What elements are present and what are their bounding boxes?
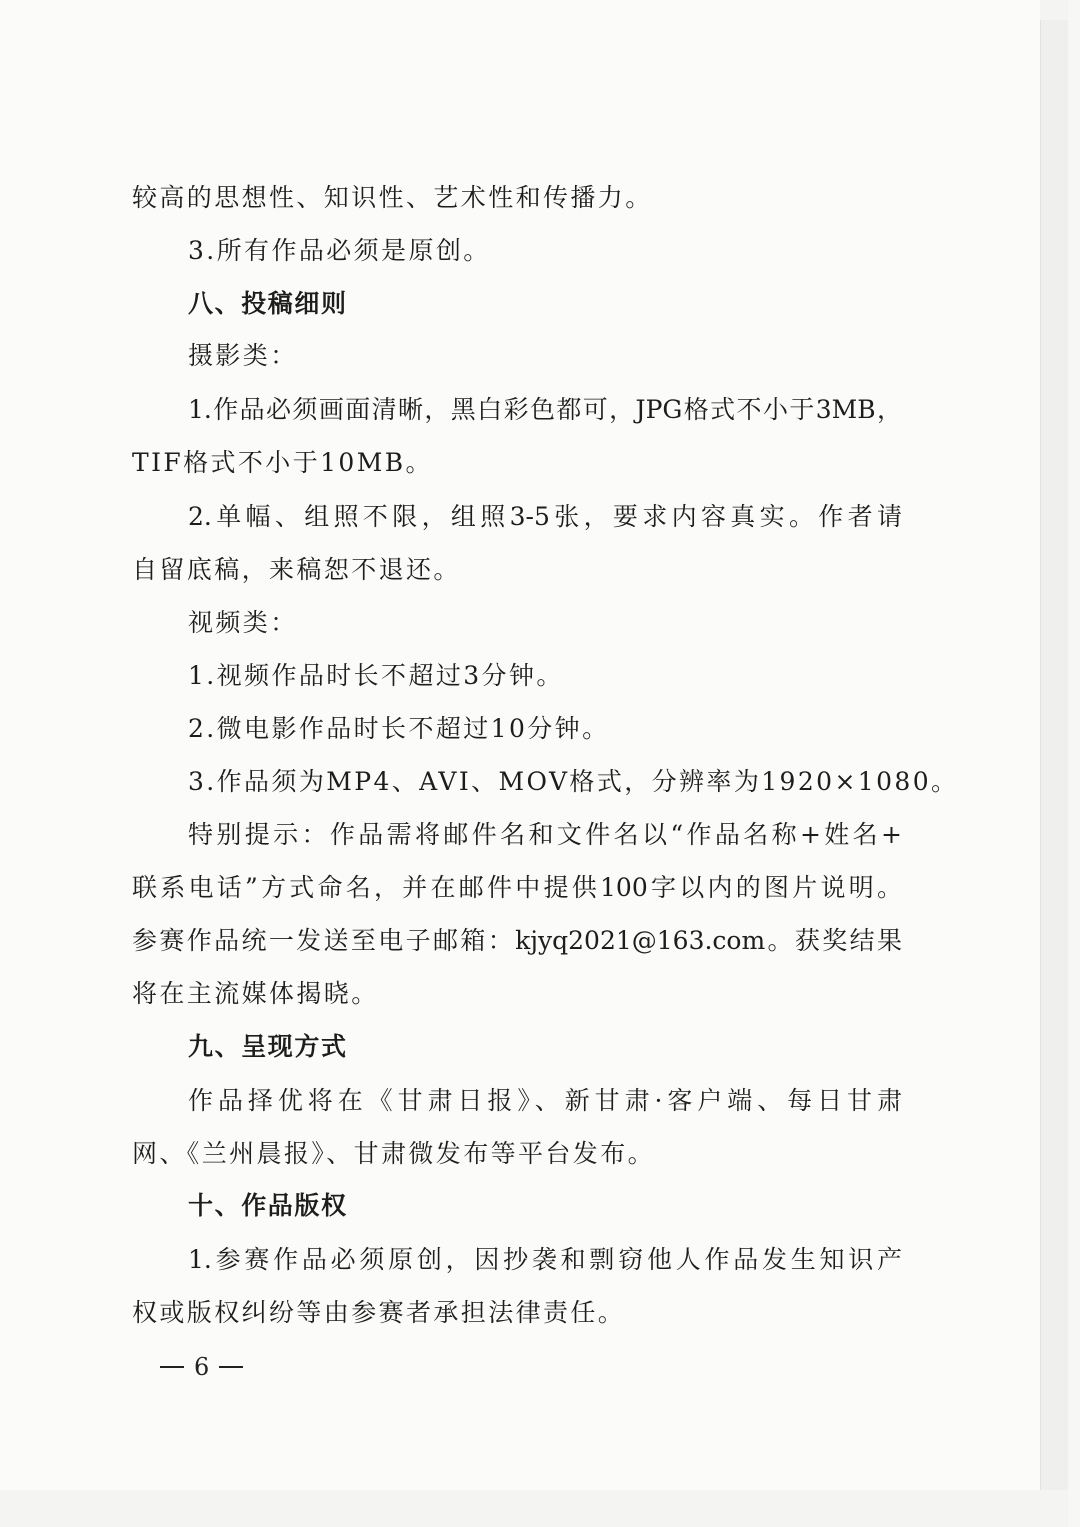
subsection-label: 摄影类： (188, 341, 298, 370)
body-line: 特别提示：作品需将邮件名和文件名以“作品名称+姓名+ (188, 820, 902, 849)
section-heading: 十、作品版权 (188, 1191, 348, 1220)
body-line: 将在主流媒体揭晓。 (132, 979, 379, 1008)
body-line: 参赛作品统一发送至电子邮箱：kjyq2021@163.com。获奖结果 (132, 926, 902, 955)
section-heading: 九、呈现方式 (188, 1032, 348, 1061)
body-line: 1.参赛作品必须原创，因抄袭和剽窃他人作品发生知识产 (188, 1245, 902, 1274)
dash-right (219, 1366, 243, 1368)
body-line: 自留底稿，来稿恕不退还。 (132, 555, 461, 584)
body-line: 作品择优将在《甘肃日报》、新甘肃·客户端、每日甘肃 (188, 1086, 902, 1115)
scan-edge (1068, 0, 1080, 1527)
body-line: 2.单幅、组照不限，组照3-5张，要求内容真实。作者请 (188, 502, 902, 531)
body-line: 1.作品必须画面清晰，黑白彩色都可，JPG格式不小于3MB， (188, 395, 902, 424)
subsection-label: 视频类： (188, 608, 298, 637)
body-line: TIF格式不小于10MB。 (132, 448, 433, 477)
body-line: 1.视频作品时长不超过3分钟。 (188, 661, 564, 690)
scan-margin (1040, 20, 1069, 1490)
body-line: 3.所有作品必须是原创。 (188, 236, 491, 265)
body-line: 较高的思想性、知识性、艺术性和传播力。 (132, 183, 653, 212)
body-line: 2.微电影作品时长不超过10分钟。 (188, 714, 610, 743)
body-line: 联系电话”方式命名，并在邮件中提供100字以内的图片说明。 (132, 873, 902, 902)
body-line: 3.作品须为MP4、AVI、MOV格式，分辨率为1920×1080。 (188, 767, 959, 796)
body-line: 网、《兰州晨报》、甘肃微发布等平台发布。 (132, 1139, 656, 1168)
page-number-value: 6 (194, 1353, 210, 1381)
body-line: 权或版权纠纷等由参赛者承担法律责任。 (132, 1298, 626, 1327)
dash-left (160, 1366, 184, 1368)
section-heading: 八、投稿细则 (188, 289, 348, 318)
page-number (160, 1353, 243, 1381)
